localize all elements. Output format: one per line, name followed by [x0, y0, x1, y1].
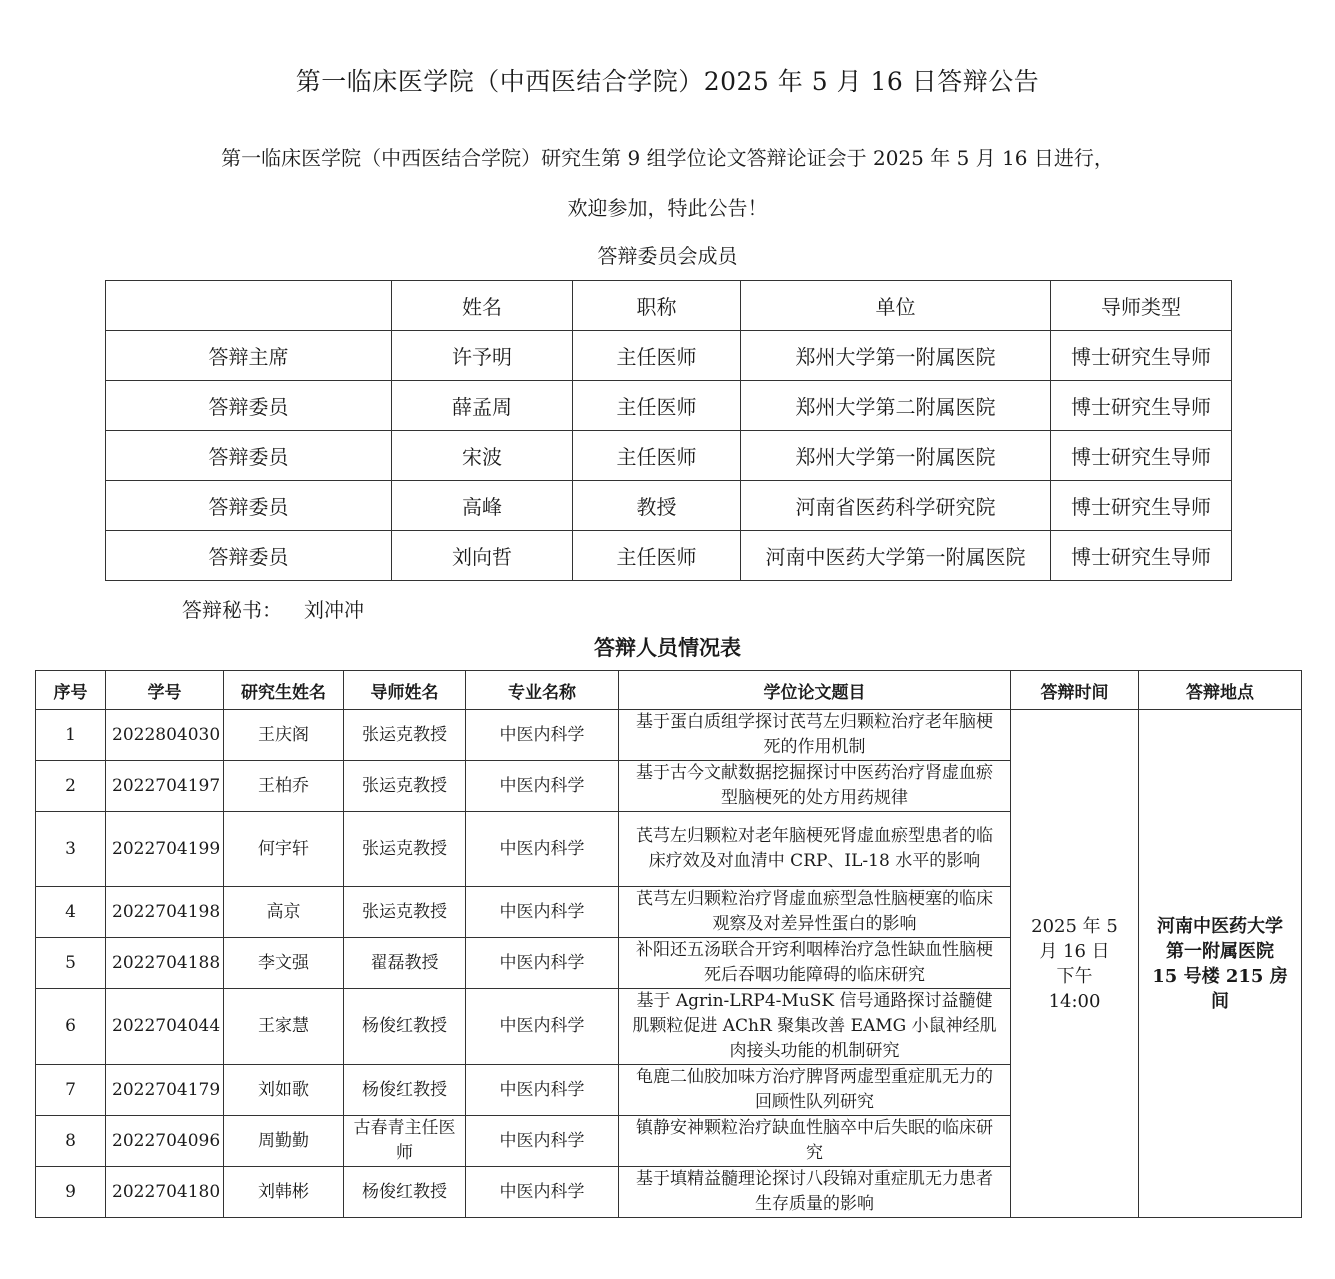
student-thesis-title: 龟鹿二仙胶加味方治疗脾肾两虚型重症肌无力的回顾性队列研究 [619, 1065, 1011, 1116]
committee-role: 答辩委员 [106, 431, 392, 481]
student-supervisor: 张运克教授 [344, 710, 466, 761]
committee-unit: 河南中医药大学第一附属医院 [741, 531, 1051, 581]
committee-row [106, 531, 1232, 581]
committee-name: 宋波 [392, 431, 573, 481]
student-index: 4 [36, 887, 106, 938]
committee-heading: 答辩委员会成员 [597, 244, 738, 268]
student-supervisor: 杨俊红教授 [344, 989, 466, 1065]
committee-supervisor-type: 博士研究生导师 [1051, 481, 1232, 531]
student-supervisor: 杨俊红教授 [344, 1167, 466, 1218]
students-header-major: 专业名称 [466, 671, 619, 710]
committee-row [106, 331, 1232, 381]
committee-unit: 郑州大学第一附属医院 [741, 431, 1051, 481]
student-name: 何宇轩 [224, 812, 344, 887]
committee-title: 主任医师 [573, 331, 741, 381]
student-index: 8 [36, 1116, 106, 1167]
committee-row [106, 381, 1232, 431]
students-header-row [36, 671, 1302, 710]
committee-header-role [106, 281, 392, 331]
secretary-line [182, 594, 386, 623]
student-thesis-title: 镇静安神颗粒治疗缺血性脑卒中后失眠的临床研究 [619, 1116, 1011, 1167]
secretary-name: 刘冲冲 [304, 598, 364, 622]
student-major: 中医内科学 [466, 812, 619, 887]
committee-supervisor-type: 博士研究生导师 [1051, 331, 1232, 381]
student-supervisor: 张运克教授 [344, 812, 466, 887]
committee-title: 主任医师 [573, 381, 741, 431]
student-id: 2022704198 [106, 887, 224, 938]
student-id: 2022704199 [106, 812, 224, 887]
page-title: 第一临床医学院（中西医结合学院）2025 年 5 月 16 日答辩公告 [295, 67, 1040, 96]
student-name: 王柏乔 [224, 761, 344, 812]
student-id: 2022704044 [106, 989, 224, 1065]
student-row [36, 710, 1302, 761]
student-supervisor: 古春青主任医师 [344, 1116, 466, 1167]
student-major: 中医内科学 [466, 938, 619, 989]
committee-row [106, 431, 1232, 481]
committee-row [106, 481, 1232, 531]
committee-supervisor-type: 博士研究生导师 [1051, 531, 1232, 581]
committee-unit: 河南省医药科学研究院 [741, 481, 1051, 531]
student-index: 1 [36, 710, 106, 761]
student-major: 中医内科学 [466, 1116, 619, 1167]
student-major: 中医内科学 [466, 710, 619, 761]
students-header-student-name: 研究生姓名 [224, 671, 344, 710]
student-id: 2022704180 [106, 1167, 224, 1218]
defense-place: 河南中医药大学第一附属医院 15 号楼 215 房间 [1139, 710, 1302, 1218]
committee-name: 薛孟周 [392, 381, 573, 431]
student-thesis-title: 补阳还五汤联合开窍利咽棒治疗急性缺血性脑梗死后吞咽功能障碍的临床研究 [619, 938, 1011, 989]
student-index: 9 [36, 1167, 106, 1218]
students-header-student-id: 学号 [106, 671, 224, 710]
committee-header-unit: 单位 [741, 281, 1051, 331]
student-index: 6 [36, 989, 106, 1065]
student-name: 王家慧 [224, 989, 344, 1065]
student-id: 2022804030 [106, 710, 224, 761]
committee-role: 答辩委员 [106, 381, 392, 431]
committee-header-row [106, 281, 1232, 331]
committee-table [105, 280, 1232, 581]
student-major: 中医内科学 [466, 1065, 619, 1116]
committee-header-title: 职称 [573, 281, 741, 331]
student-major: 中医内科学 [466, 1167, 619, 1218]
student-name: 高京 [224, 887, 344, 938]
committee-supervisor-type: 博士研究生导师 [1051, 431, 1232, 481]
students-header-time: 答辩时间 [1011, 671, 1139, 710]
student-thesis-title: 芪芎左归颗粒治疗肾虚血瘀型急性脑梗塞的临床观察及对差异性蛋白的影响 [619, 887, 1011, 938]
committee-name: 刘向哲 [392, 531, 573, 581]
committee-header-name: 姓名 [392, 281, 573, 331]
committee-name: 许予明 [392, 331, 573, 381]
student-name: 刘韩彬 [224, 1167, 344, 1218]
students-header-index: 序号 [36, 671, 106, 710]
committee-supervisor-type: 博士研究生导师 [1051, 381, 1232, 431]
student-major: 中医内科学 [466, 989, 619, 1065]
student-index: 5 [36, 938, 106, 989]
student-name: 周勤勤 [224, 1116, 344, 1167]
student-id: 2022704197 [106, 761, 224, 812]
students-header-place: 答辩地点 [1139, 671, 1302, 710]
student-name: 刘如歌 [224, 1065, 344, 1116]
committee-role: 答辩委员 [106, 531, 392, 581]
student-id: 2022704188 [106, 938, 224, 989]
students-header-thesis: 学位论文题目 [619, 671, 1011, 710]
student-index: 7 [36, 1065, 106, 1116]
committee-title: 教授 [573, 481, 741, 531]
intro-line-2: 欢迎参加，特此公告！ [567, 196, 768, 220]
student-name: 李文强 [224, 938, 344, 989]
committee-name: 高峰 [392, 481, 573, 531]
student-supervisor: 张运克教授 [344, 887, 466, 938]
student-supervisor: 翟磊教授 [344, 938, 466, 989]
student-thesis-title: 基于古今文献数据挖掘探讨中医药治疗肾虚血瘀型脑梗死的处方用药规律 [619, 761, 1011, 812]
students-table [35, 670, 1302, 1218]
students-header-supervisor: 导师姓名 [344, 671, 466, 710]
committee-unit: 郑州大学第一附属医院 [741, 331, 1051, 381]
student-index: 2 [36, 761, 106, 812]
student-thesis-title: 基于 Agrin-LRP4-MuSK 信号通路探讨益髓健肌颗粒促进 AChR 聚集改善 EAMG 小鼠神经肌肉接头功能的机制研究 [619, 989, 1011, 1065]
committee-title: 主任医师 [573, 431, 741, 481]
student-thesis-title: 芪芎左归颗粒对老年脑梗死肾虚血瘀型患者的临床疗效及对血清中 CRP、IL-18 水平的影响 [619, 812, 1011, 887]
student-thesis-title: 基于填精益髓理论探讨八段锦对重症肌无力患者生存质量的影响 [619, 1167, 1011, 1218]
student-id: 2022704179 [106, 1065, 224, 1116]
committee-header-supervisor-type: 导师类型 [1051, 281, 1232, 331]
secretary-label: 答辩秘书： [182, 598, 282, 622]
committee-title: 主任医师 [573, 531, 741, 581]
student-name: 王庆阁 [224, 710, 344, 761]
student-supervisor: 张运克教授 [344, 761, 466, 812]
student-major: 中医内科学 [466, 887, 619, 938]
committee-role: 答辩委员 [106, 481, 392, 531]
student-id: 2022704096 [106, 1116, 224, 1167]
committee-unit: 郑州大学第二附属医院 [741, 381, 1051, 431]
defense-time: 2025 年 5 月 16 日下午 14:00 [1011, 710, 1139, 1218]
students-heading: 答辩人员情况表 [594, 635, 741, 660]
committee-role: 答辩主席 [106, 331, 392, 381]
intro-line-1: 第一临床医学院（中西医结合学院）研究生第 9 组学位论文答辩论证会于 2025 年 5 月 16 日进行， [221, 146, 1114, 170]
student-major: 中医内科学 [466, 761, 619, 812]
student-thesis-title: 基于蛋白质组学探讨芪芎左归颗粒治疗老年脑梗死的作用机制 [619, 710, 1011, 761]
student-supervisor: 杨俊红教授 [344, 1065, 466, 1116]
student-index: 3 [36, 812, 106, 887]
